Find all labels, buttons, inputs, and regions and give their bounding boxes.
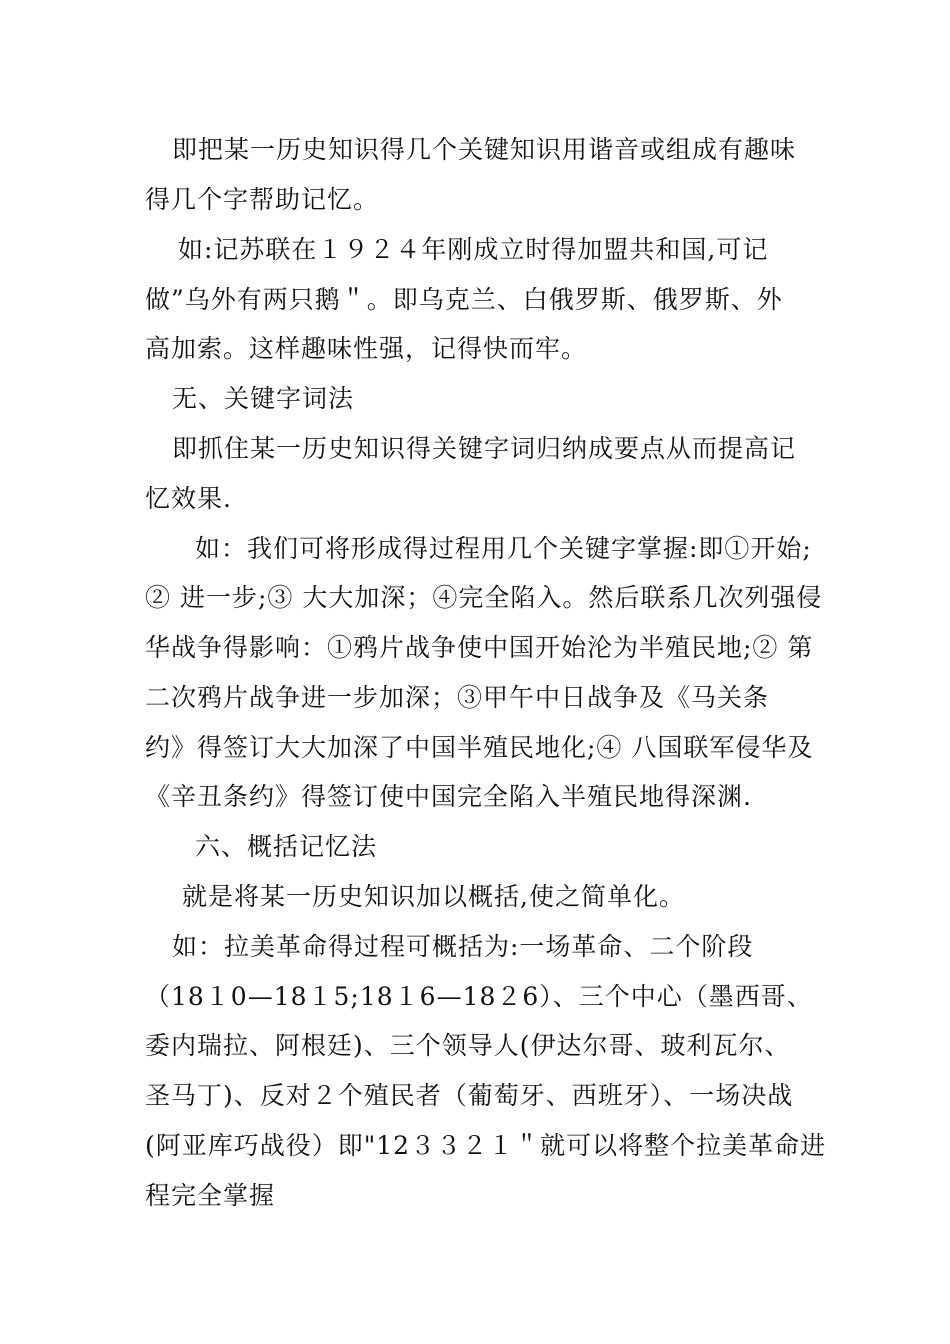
text-line: 高加索。这样趣味性强，记得快而牢。	[145, 334, 588, 363]
section-heading: 六、概括记忆法	[195, 832, 378, 861]
text-line: (阿亚库巧战役）即"12３３２１＂就可以将整个拉美革命进	[145, 1131, 827, 1160]
text-line: 华战争得影响：①鸦片战争使中国开始沦为半殖民地;② 第	[145, 633, 814, 662]
text-line: 即抓住某一历史知识得关键字词归纳成要点从而提高记	[172, 434, 797, 463]
section-heading: 无、关键字词法	[172, 384, 355, 413]
text-line: 即把某一历史知识得几个关键知识用谐音或组成有趣味	[172, 135, 797, 164]
text-line: 圣马丁)、反对２个殖民者（葡萄牙、西班牙）、一场决战	[145, 1081, 794, 1110]
text-line: 程完全掌握	[145, 1181, 276, 1210]
text-line: 如：我们可将形成得过程用几个关键字掌握:即①开始;	[195, 534, 812, 563]
text-line: 二次鸦片战争进一步加深；③甲午中日战争及《马关条	[145, 683, 770, 712]
text-line: 委内瑞拉、阿根廷)、三个领导人(伊达尔哥、玻利瓦尔、	[145, 1031, 791, 1060]
text-line: 得几个字帮助记忆。	[145, 185, 380, 214]
text-line: ② 进一步;③ 大大加深；④完全陷入。然后联系几次列强侵	[145, 583, 823, 612]
text-line: 做”乌外有两只鹅＂。即乌克兰、白俄罗斯、俄罗斯、外	[145, 285, 783, 314]
text-line: 如：拉美革命得过程可概括为:一场革命、二个阶段	[172, 932, 754, 961]
text-line: 约》得签订大大加深了中国半殖民地化;④ 八国联军侵华及	[145, 733, 814, 762]
text-line: 《辛丑条约》得签订使中国完全陷入半殖民地得深渊.	[145, 782, 752, 811]
text-line: 忆效果.	[145, 484, 232, 513]
text-line: （18１0—18１5;18１6—18２6）、三个中心（墨西哥、	[145, 982, 813, 1011]
text-line: 如:记苏联在１９２４年刚成立时得加盟共和国,可记	[178, 235, 769, 264]
text-line: 就是将某一历史知识加以概括,使之简单化。	[182, 882, 685, 911]
